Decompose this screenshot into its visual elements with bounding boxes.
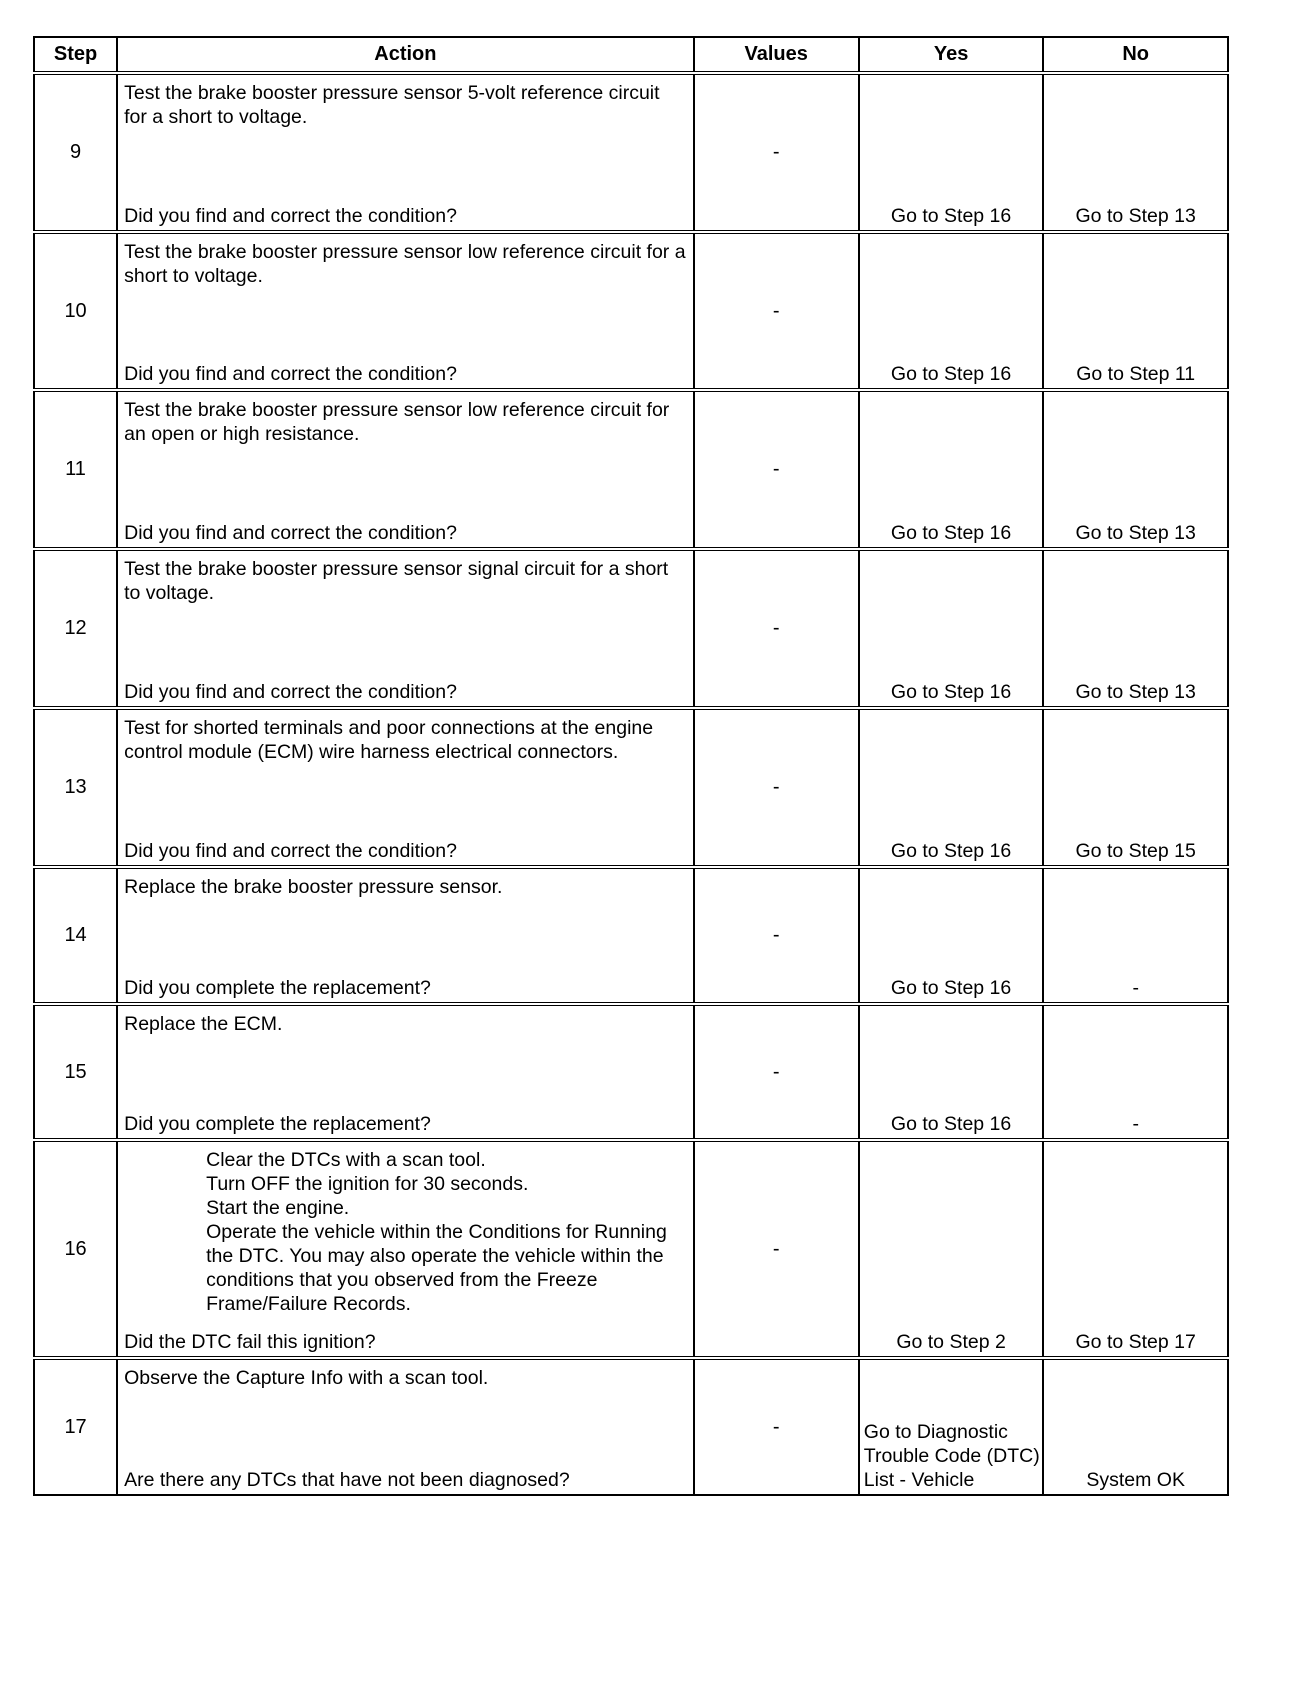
action-cell — [117, 1358, 693, 1495]
action-instruction: Test the brake booster pressure sensor low reference circuit for a short to voltage. — [124, 241, 686, 287]
action-question: Did you find and correct the condition? — [124, 522, 457, 544]
yes-cell: Go to Step 16 — [859, 232, 1044, 390]
yes-cell: Go to Step 2 — [859, 1140, 1044, 1358]
yes-cell: Go to Step 16 — [859, 708, 1044, 867]
values-cell: - — [694, 1140, 859, 1358]
action-instruction: Replace the ECM. — [124, 1013, 283, 1035]
header-no: No — [1043, 37, 1228, 73]
diagnostic-table — [33, 36, 1229, 1496]
list-item: Turn OFF the ignition for 30 seconds. — [206, 1173, 529, 1195]
yes-cell: Go to Step 16 — [859, 390, 1044, 549]
no-cell: Go to Step 11 — [1043, 232, 1228, 390]
action-question: Did you find and correct the condition? — [124, 205, 457, 227]
step-number: 9 — [34, 73, 117, 232]
no-cell: - — [1043, 867, 1228, 1004]
step-number: 14 — [34, 867, 117, 1004]
table-row — [34, 1358, 1228, 1495]
step-number: 16 — [34, 1140, 117, 1358]
no-cell: Go to Step 15 — [1043, 708, 1228, 867]
action-question: Did you find and correct the condition? — [124, 681, 457, 703]
header-step: Step — [34, 37, 117, 73]
action-instruction: Test the brake booster pressure sensor low reference circuit for an open or high resistance. — [124, 399, 670, 445]
action-cell — [117, 1140, 693, 1358]
table-row — [34, 390, 1228, 549]
values-cell: - — [694, 232, 859, 390]
action-instruction: Observe the Capture Info with a scan tool. — [124, 1367, 489, 1389]
table-row — [34, 1140, 1228, 1358]
action-cell — [117, 549, 693, 708]
step-number: 12 — [34, 549, 117, 708]
action-question: Did you complete the replacement? — [124, 1113, 431, 1135]
header-values: Values — [694, 37, 859, 73]
table-row — [34, 549, 1228, 708]
no-cell: Go to Step 17 — [1043, 1140, 1228, 1358]
action-instruction: Test the brake booster pressure sensor signal circuit for a short to voltage. — [124, 558, 669, 604]
action-question: Did you complete the replacement? — [124, 977, 431, 999]
step-number: 15 — [34, 1004, 117, 1140]
yes-cell: Go to Step 16 — [859, 1004, 1044, 1140]
table-row — [34, 73, 1228, 232]
values-cell: - — [694, 708, 859, 867]
no-cell: - — [1043, 1004, 1228, 1140]
header-action: Action — [117, 37, 693, 73]
no-cell: Go to Step 13 — [1043, 73, 1228, 232]
list-item: Operate the vehicle within the Conditions for Running the DTC. You may also operate the vehicle within the conditions that you observed from the Freeze Frame/Failure Records. — [206, 1221, 667, 1315]
action-question: Did you find and correct the condition? — [124, 363, 457, 385]
values-cell: - — [694, 73, 859, 232]
table-row — [34, 232, 1228, 390]
no-cell: Go to Step 13 — [1043, 390, 1228, 549]
values-cell: - — [694, 390, 859, 549]
table-header-row — [34, 37, 1228, 73]
yes-cell: Go to Step 16 — [859, 867, 1044, 1004]
table-row — [34, 708, 1228, 867]
action-cell — [117, 1004, 693, 1140]
yes-cell: Go to Diagnostic Trouble Code (DTC) List - Vehicle — [859, 1358, 1044, 1495]
action-question: Did you find and correct the condition? — [124, 840, 457, 862]
no-cell: System OK — [1043, 1358, 1228, 1495]
action-instruction: Replace the brake booster pressure sensor. — [124, 876, 503, 898]
action-instruction: Test for shorted terminals and poor connections at the engine control module (ECM) wire harness electrical connectors. — [124, 717, 654, 763]
step-number: 11 — [34, 390, 117, 549]
action-cell — [117, 73, 693, 232]
values-cell: - — [694, 1358, 859, 1495]
action-cell — [117, 390, 693, 549]
action-cell — [117, 867, 693, 1004]
list-item: Clear the DTCs with a scan tool. — [206, 1149, 486, 1171]
action-question: Did the DTC fail this ignition? — [124, 1331, 376, 1353]
yes-cell: Go to Step 16 — [859, 549, 1044, 708]
action-cell — [117, 232, 693, 390]
action-cell — [117, 708, 693, 867]
yes-cell: Go to Step 16 — [859, 73, 1044, 232]
no-cell: Go to Step 13 — [1043, 549, 1228, 708]
step-number: 10 — [34, 232, 117, 390]
list-item: Start the engine. — [206, 1197, 350, 1219]
step-number: 13 — [34, 708, 117, 867]
values-cell: - — [694, 867, 859, 1004]
table-row — [34, 1004, 1228, 1140]
values-cell: - — [694, 1004, 859, 1140]
header-yes: Yes — [859, 37, 1044, 73]
values-cell: - — [694, 549, 859, 708]
instruction-list — [124, 1148, 686, 1316]
action-question: Are there any DTCs that have not been diagnosed? — [124, 1469, 570, 1491]
table-row — [34, 867, 1228, 1004]
action-instruction: Test the brake booster pressure sensor 5-volt reference circuit for a short to voltage. — [124, 82, 660, 128]
step-number: 17 — [34, 1358, 117, 1495]
